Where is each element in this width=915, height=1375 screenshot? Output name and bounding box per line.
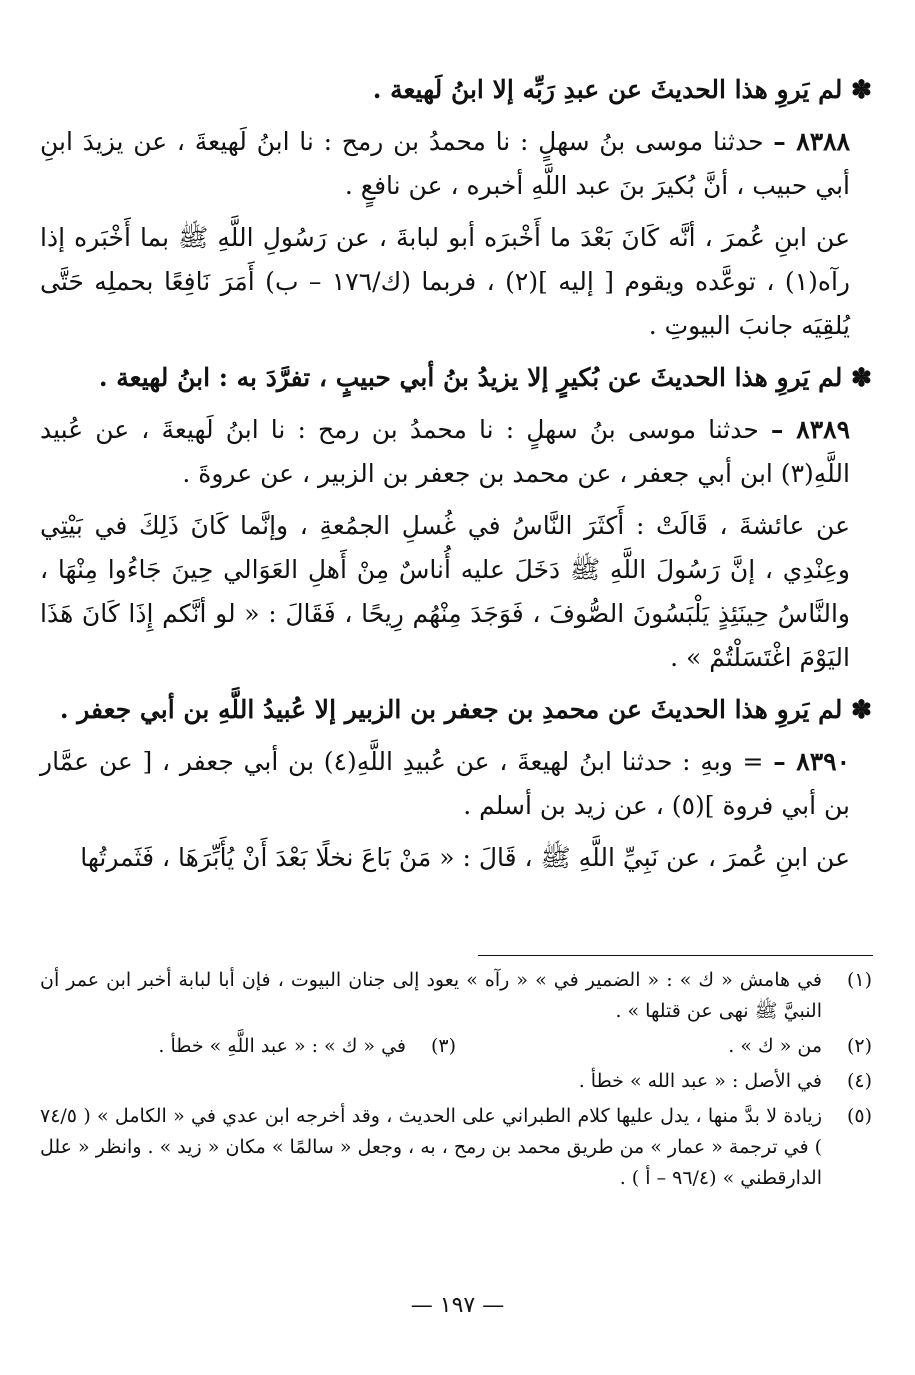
footnote-divider <box>478 955 873 956</box>
hadith-number: ٨٣٨٩ – <box>770 415 850 444</box>
footnote-number: (٤) <box>846 1070 872 1092</box>
remark-line: ✽ لم يَروِ هذا الحديثَ عن محمدِ بن جعفر بن الزبير إلا عُبيدُ اللَّهِ بن أبي جعفر . <box>59 695 872 724</box>
hadith-number: ٨٣٨٨ – <box>773 127 850 156</box>
page-number: — ١٩٧ — <box>410 1293 505 1318</box>
hadith-entry <box>40 120 872 208</box>
footnote-text: زيادة لا بدَّ منها ، يدل عليها كلام الطبراني على الحديث ، وقد أخرجه ابن عدي في « الكامل » ( ٧٤/٥ ) في ترجمة « عمار » من طريق محمد بن رمح ، به ، وجعل « سالمًا » مكان « زيد » . وانظر « علل الدارقطني » (٩٦/٤ – أ ) . <box>39 1105 822 1189</box>
footnote-number: (٣) <box>430 1035 456 1057</box>
footnotes <box>40 965 872 1198</box>
hadith-entry <box>40 740 872 828</box>
hadith-entry <box>40 408 872 496</box>
hadith-matn: عن عائشةَ ، قَالَتْ : أَكثَرَ النَّاسُ في غُسلِ الجمُعةِ ، وإنَّما كَانَ ذَلِكَ في بَيْتِي وعِنْدِي ، إنَّ رَسُولَ اللَّهِ ﷺ دَخَلَ عليه أُناسٌ مِنْ أَهلِ العَوَالي حِينَ جَاءُوا مِنْهَا ، والنَّاسُ حِينَئِذٍ يَلْبَسُونَ الصُّوفَ ، فَوَجَدَ مِنْهُم رِيحًا ، فَقَالَ : « لو أنَّكم إِذَا كَانَ هَذَا اليَوْمَ اغْتَسَلْتُمْ » . <box>40 511 850 672</box>
hadith-matn: عن ابنِ عُمرَ ، عن نَبِيِّ اللَّهِ ﷺ ، قَالَ : « مَنْ بَاعَ نخلًا بَعْدَ أَنْ يُأَبِّرَهَا ، فَثَمرتُها <box>80 843 850 872</box>
footnote-text: من « ك » . <box>728 1035 822 1057</box>
remark-line: ✽ لم يَروِ هذا الحديثَ عن بُكيرٍ إلا يزيدُ بنُ أبي حبيبٍ ، تفرَّدَ به : ابنُ لهيعة . <box>98 363 872 392</box>
footnote <box>40 1066 872 1097</box>
footnote <box>40 965 872 1027</box>
footnote-text: في « ك » : « عبد اللَّهِ » خطأ . <box>158 1035 406 1057</box>
hadith-matn: عن ابنِ عُمرَ ، أنَّه كَانَ بَعْدَ ما أَخْبرَه أبو لبابةَ ، عن رَسُولِ اللَّهِ ﷺ بما أَخْبَره إذا رآه(١) ، توعَّده ويقوم [ إليه ](٢) ، فربما (ك/١٧٦ – ب) أَمَرَ نَافِعًا بحملِه حَتَّى يُلقِيَه جانبَ البيوتِ . <box>40 223 850 340</box>
hadith-number: ٨٣٩٠ – <box>773 747 850 776</box>
remark-line: ✽ لم يَروِ هذا الحديثَ عن عبدِ رَبِّه إلا ابنُ لَهيعة . <box>372 75 872 104</box>
hadith-isnad: حدثنا موسى بنُ سهلٍ : نا محمدُ بن رمح : نا ابنُ لَهيعةَ ، عن عُبيد اللَّهِ(٣) ابن أبي جعفر ، عن محمد بن جعفر بن الزبير ، عن عروةَ . <box>40 415 850 488</box>
footnote <box>40 1101 872 1194</box>
footnote-pair <box>40 1031 872 1062</box>
footnote-number: (٥) <box>846 1105 872 1127</box>
footnote-text: في الأصل : « عبد الله » خطأ . <box>578 1070 822 1092</box>
footnote-text: في هامش « ك » : « الضمير في » « رآه » يعود إلى جنان البيوت ، فإن أبا لبابة أخبر ابن عمر أن النبيَّ ﷺ نهى عن قتلها » . <box>40 969 822 1022</box>
footnote-number: (١) <box>846 969 872 991</box>
main-text <box>40 68 872 888</box>
footnote-number: (٢) <box>846 1035 872 1057</box>
hadith-isnad: حدثنا موسى بنُ سهلٍ : نا محمدُ بن رمح : نا ابنُ لَهيعةَ ، عن يزيدَ ابنِ أبي حبيب ، أنَّ بُكيرَ بنَ عبد اللَّهِ أخبره ، عن نافعٍ . <box>40 127 850 200</box>
hadith-isnad: = وبهِ : حدثنا ابنُ لهيعةَ ، عن عُبيدِ اللَّهِ(٤) بن أبي جعفر ، [ عن عمَّار بن أبي فروة ](٥) ، عن زيد بن أسلم . <box>40 747 850 820</box>
